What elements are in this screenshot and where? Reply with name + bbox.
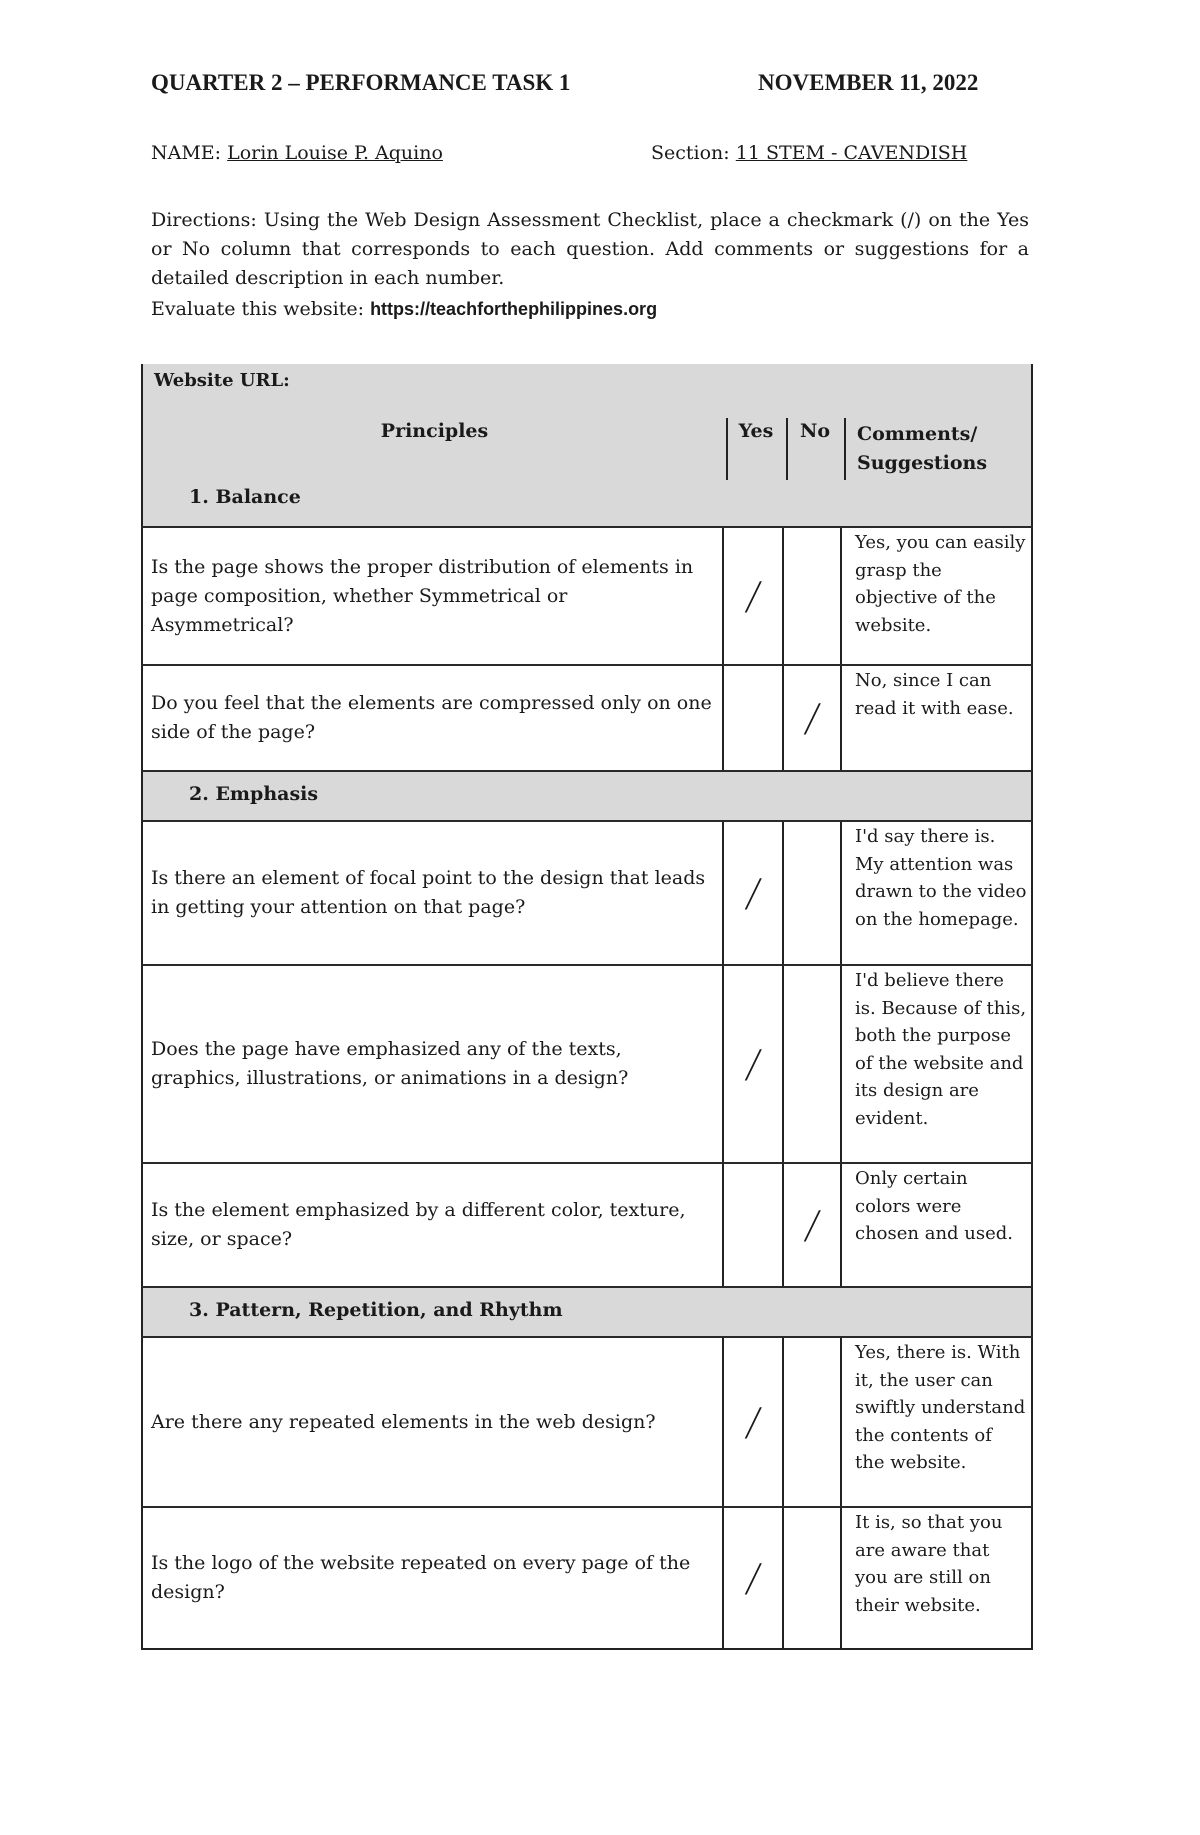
section-label: Section: bbox=[651, 142, 730, 164]
no-cell[interactable] bbox=[784, 528, 842, 664]
student-name bbox=[151, 142, 443, 164]
yes-cell[interactable] bbox=[724, 666, 784, 770]
checkmark-yes: / bbox=[742, 871, 764, 915]
checkmark-yes: / bbox=[742, 1400, 764, 1444]
checkmark-no: / bbox=[801, 1203, 823, 1247]
question-text: Are there any repeated elements in the web design? bbox=[141, 1338, 724, 1506]
question-text: Do you feel that the elements are compressed only on one side of the page? bbox=[141, 666, 724, 770]
task-date: NOVEMBER 11, 2022 bbox=[758, 70, 979, 95]
no-cell[interactable] bbox=[784, 822, 842, 964]
yes-cell[interactable] bbox=[724, 1164, 784, 1286]
comment-text: It is, so that you are aware that you are still on their website. bbox=[842, 1508, 1033, 1648]
section-title: 3. Pattern, Repetition, and Rhythm bbox=[189, 1299, 563, 1321]
table-row bbox=[141, 1162, 1033, 1286]
task-title: QUARTER 2 – PERFORMANCE TASK 1 bbox=[151, 70, 571, 95]
table-row bbox=[141, 664, 1033, 770]
comment-text: No, since I can read it with ease. bbox=[842, 666, 1033, 770]
section-row bbox=[141, 770, 1033, 820]
checkmark-yes: / bbox=[742, 574, 764, 618]
table-row bbox=[141, 820, 1033, 964]
table-row bbox=[141, 1336, 1033, 1506]
table-row bbox=[141, 526, 1033, 664]
checkmark-yes: / bbox=[742, 1042, 764, 1086]
question-text: Is the element emphasized by a different color, texture, size, or space? bbox=[141, 1164, 724, 1286]
name-value: Lorin Louise P. Aquino bbox=[227, 142, 443, 164]
section-value: 11 STEM - CAVENDISH bbox=[735, 142, 968, 164]
evaluate-url: https://teachforthephilippines.org bbox=[370, 299, 658, 319]
comment-text: Yes, you can easily grasp the objective of the website. bbox=[842, 528, 1033, 664]
student-section bbox=[651, 142, 967, 164]
table-row bbox=[141, 1506, 1033, 1650]
yes-cell[interactable] bbox=[724, 966, 784, 1162]
col-principles: Principles bbox=[380, 420, 489, 442]
evaluate-line bbox=[151, 298, 657, 320]
question-text: Is the page shows the proper distribution of elements in page composition, whether Symmetrical or Asymmetrical? bbox=[141, 528, 724, 664]
name-label: NAME: bbox=[151, 142, 222, 164]
question-text: Is there an element of focal point to the design that leads in getting your attention on that page? bbox=[141, 822, 724, 964]
no-cell[interactable] bbox=[784, 1508, 842, 1648]
checkmark-no: / bbox=[801, 696, 823, 740]
section-title: 1. Balance bbox=[189, 486, 301, 508]
comment-text: Only certain colors were chosen and used. bbox=[842, 1164, 1033, 1286]
evaluate-label: Evaluate this website: bbox=[151, 298, 365, 320]
yes-cell[interactable] bbox=[724, 1508, 784, 1648]
no-cell[interactable] bbox=[784, 966, 842, 1162]
yes-cell[interactable] bbox=[724, 1338, 784, 1506]
yes-cell[interactable] bbox=[724, 528, 784, 664]
col-yes: Yes bbox=[738, 420, 774, 442]
no-cell[interactable] bbox=[784, 1338, 842, 1506]
col-no: No bbox=[799, 420, 831, 442]
no-cell[interactable] bbox=[784, 1164, 842, 1286]
comment-text: Yes, there is. With it, the user can swiftly understand the contents of the website. bbox=[842, 1338, 1033, 1506]
yes-cell[interactable] bbox=[724, 822, 784, 964]
section-row bbox=[141, 1286, 1033, 1336]
website-url-label: Website URL: bbox=[154, 370, 290, 391]
section-title: 2. Emphasis bbox=[189, 783, 319, 805]
comment-text: I'd say there is. My attention was drawn to the video on the homepage. bbox=[842, 822, 1033, 964]
directions: Directions: Using the Web Design Assessment Checklist, place a checkmark (/) on the Yes or No column that corresponds to each question. Add comments or suggestions for a detailed description in each number. bbox=[151, 209, 1029, 289]
comment-text: I'd believe there is. Because of this, both the purpose of the website and its design are evident. bbox=[842, 966, 1033, 1162]
no-cell[interactable] bbox=[784, 666, 842, 770]
question-text: Is the logo of the website repeated on every page of the design? bbox=[141, 1508, 724, 1648]
table-row bbox=[141, 964, 1033, 1162]
table-header bbox=[141, 364, 1033, 526]
question-text: Does the page have emphasized any of the texts, graphics, illustrations, or animations in a design? bbox=[141, 966, 724, 1162]
col-comments: Comments/ Suggestions bbox=[857, 423, 988, 474]
checkmark-yes: / bbox=[742, 1556, 764, 1600]
